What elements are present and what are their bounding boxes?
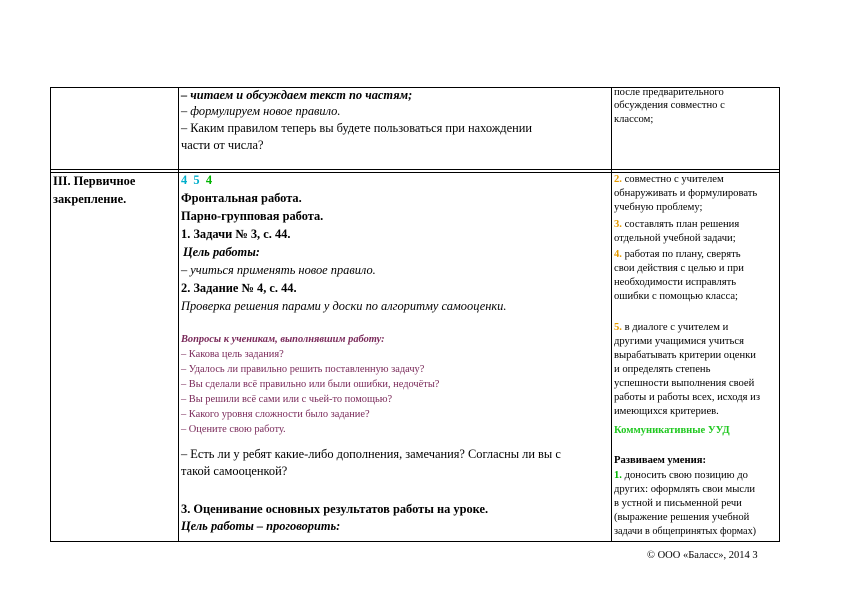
uud-text: работая по плану, сверять (621, 249, 741, 260)
uud-item-2 (614, 175, 724, 186)
level-numbers (181, 174, 212, 186)
uud-text: и определять степень (614, 364, 711, 375)
question-item: – Какого уровня сложности было задание? (181, 409, 370, 420)
uud-text: задачи в общепринятых формах) (614, 526, 757, 537)
row1-uud-line-3: классом; (614, 114, 654, 125)
row1-uud-line-2: обсуждения совместно с (614, 100, 725, 111)
level-number: 4 (205, 173, 213, 187)
task-2-heading: 2. Задание № 4, с. 44. (181, 281, 297, 295)
uud-text: отдельной учебной задачи; (614, 233, 736, 244)
develop-skills-heading: Развиваем умения: (614, 455, 706, 466)
page-footer: © ООО «Баласс», 2014 3 (647, 550, 758, 561)
questions-heading: Вопросы к ученикам, выполнявшим работу: (181, 334, 385, 345)
communicative-uud-heading: Коммуникативные УУД (614, 425, 730, 436)
uud-text: необходимости исправлять (614, 277, 737, 288)
uud-text: другими учащимися учиться (614, 336, 744, 347)
uud-item-3 (614, 220, 739, 231)
uud-text: обнаруживать и формулировать (614, 188, 758, 199)
uud-text: учебную проблему; (614, 202, 703, 213)
uud-item-1 (614, 471, 748, 482)
question-item: – Оцените свою работу. (181, 424, 286, 435)
uud-text: работы и работы всех, исходя из (614, 392, 761, 403)
uud-text: доносить свою позицию до (621, 470, 748, 481)
stage-title-line-2: закрепление. (53, 192, 127, 206)
uud-item-4 (614, 250, 741, 261)
question-item: – Какова цель задания? (181, 349, 284, 360)
uud-number: 2. (614, 174, 622, 185)
level-number: 5 (193, 173, 200, 187)
uud-text: свои действия с целью и при (614, 263, 744, 274)
table-border-left (50, 87, 51, 542)
row1-line-2: – формулируем новое правило. (181, 104, 341, 118)
uud-text: совместно с учителем (621, 174, 724, 185)
self-check-text: Проверка решения парами у доски по алгоритму самооценки. (181, 299, 507, 313)
uud-item-5 (614, 323, 728, 334)
table-border-bottom (50, 541, 780, 542)
uud-text: в диалоге с учителем и (621, 322, 729, 333)
uud-text: в устной и письменной речи (614, 498, 742, 509)
work-goal-label: Цель работы: (183, 245, 260, 259)
question-item: – Вы решили всё сами или с чьей-то помощью? (181, 394, 393, 405)
uud-number: 4. (614, 249, 622, 260)
row1-line-3: – Каким правилом теперь вы будете пользоваться при нахождении (181, 121, 532, 135)
pair-group-work-heading: Парно-групповая работа. (181, 209, 324, 223)
additions-question-line-1: – Есть ли у ребят какие-либо дополнения, замечания? Согласны ли вы с (181, 447, 561, 461)
row1-line-1: – читаем и обсуждаем текст по частям; (181, 88, 413, 102)
uud-text: других: оформлять свои мысли (614, 484, 756, 495)
uud-number: 1. (614, 470, 622, 481)
row-separator-double (50, 172, 780, 173)
uud-text: (выражение решения учебной (614, 512, 750, 523)
task-3-heading: 3. Оценивание основных результатов работы на уроке. (181, 502, 489, 516)
additions-question-line-2: такой самооценкой? (181, 464, 288, 478)
frontal-work-heading: Фронтальная работа. (181, 191, 302, 205)
stage-title-line-1: III. Первичное (53, 174, 136, 188)
task-1-heading: 1. Задачи № 3, с. 44. (181, 227, 291, 241)
goal-speak-label: Цель работы – проговорить: (181, 519, 341, 533)
row-separator (50, 169, 780, 170)
uud-text: вырабатывать критерии оценки (614, 350, 756, 361)
work-goal-text: – учиться применять новое правило. (181, 263, 376, 277)
column-separator-2 (611, 87, 612, 542)
uud-text: успешности выполнения своей (614, 378, 755, 389)
column-separator-1 (178, 87, 179, 542)
table-border-right (779, 87, 780, 542)
row1-uud-line-1: после предварительного (614, 87, 724, 98)
uud-text: составлять план решения (621, 219, 740, 230)
uud-number: 5. (614, 322, 622, 333)
uud-text: ошибки с помощью класса; (614, 291, 738, 302)
level-number: 4 (181, 173, 188, 187)
uud-text: имеющихся критериев. (614, 406, 719, 417)
uud-number: 3. (614, 219, 622, 230)
row1-line-4: части от числа? (181, 138, 264, 152)
question-item: – Удалось ли правильно решить поставленную задачу? (181, 364, 425, 375)
question-item: – Вы сделали всё правильно или были ошибки, недочёты? (181, 379, 440, 390)
